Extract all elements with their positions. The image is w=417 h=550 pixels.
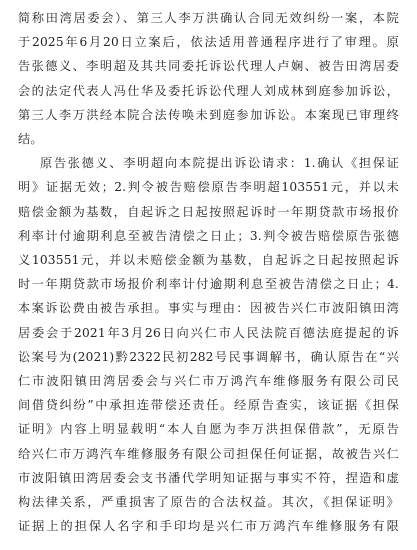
text-line: 原告张德义、李明超向本院提出诉讼请求：1.确认《担保证 xyxy=(40,156,399,171)
text-line: 证明》内容上明显载明“本人自愿为李万洪担保借款”，无原告 xyxy=(18,422,399,437)
text-line: 结。 xyxy=(18,132,43,146)
text-line: 本案诉讼费由被告承担。事实与理由：因被告兴仁市波阳镇田湾 xyxy=(18,301,399,316)
text-line: 证据上的担保人名字和手印均是兴仁市万鸿汽车维修服务有限 xyxy=(18,519,399,534)
text-line: 构法律关系，严重损害了原告的合法权益。其次，《担保证明》 xyxy=(18,495,399,509)
text-line: 第三人李万洪经本院合法传唤未到庭参加诉讼。本案现已审理终 xyxy=(18,107,399,122)
text-line: 告张德义、李明超及其共同委托诉讼代理人卢娴、被告田湾居委 xyxy=(18,59,399,74)
text-line: 会的法定代表人冯仕华及委托诉讼代理人刘成林到庭参加诉讼， xyxy=(18,83,399,98)
text-line: 时一年期贷款市场报价利率计付逾期利息至被告清偿之日止；4. xyxy=(18,277,399,292)
text-line: 于2025年6月20日立案后，依法适用普通程序进行了审理。原 xyxy=(18,35,399,50)
text-line: 义103551元，并以未赔偿金额为基数，自起诉之日起按照起诉 xyxy=(18,253,399,267)
text-line: 利率计付逾期利息至被告清偿之日止；3.判令被告赔偿原告张德 xyxy=(18,228,399,243)
text-line: 明》证据无效；2.判令被告赔偿原告李明超103551元，并以未 xyxy=(18,180,399,195)
text-line: 市波阳镇田湾居委会支书潘代学明知证据与事实不符，捏造和虚 xyxy=(18,470,399,485)
text-line: 讼案号为(2021)黔2322民初282号民事调解书，确认原告在“兴 xyxy=(18,349,399,364)
text-line: 居委会于2021年3月26日向兴仁市人民法院百德法庭提起的诉 xyxy=(18,325,399,340)
text-line: 仁市波阳镇田湾居委会与兴仁市万鸿汽车维修服务有限公司民 xyxy=(18,374,399,388)
text-line: 间借贷纠纷”中承担连带偿还责任。经原告查实，该证据《担保 xyxy=(18,398,399,413)
text-line: 给兴仁市万鸿汽车维修服务有限公司担保任何证据，故被告兴仁 xyxy=(18,446,399,461)
text-line: 赔偿金额为基数，自起诉之日起按照起诉时一年期贷款市场报价 xyxy=(18,204,399,219)
text-line: 简称田湾居委会）、第三人李万洪确认合同无效纠纷一案，本院 xyxy=(18,11,399,25)
